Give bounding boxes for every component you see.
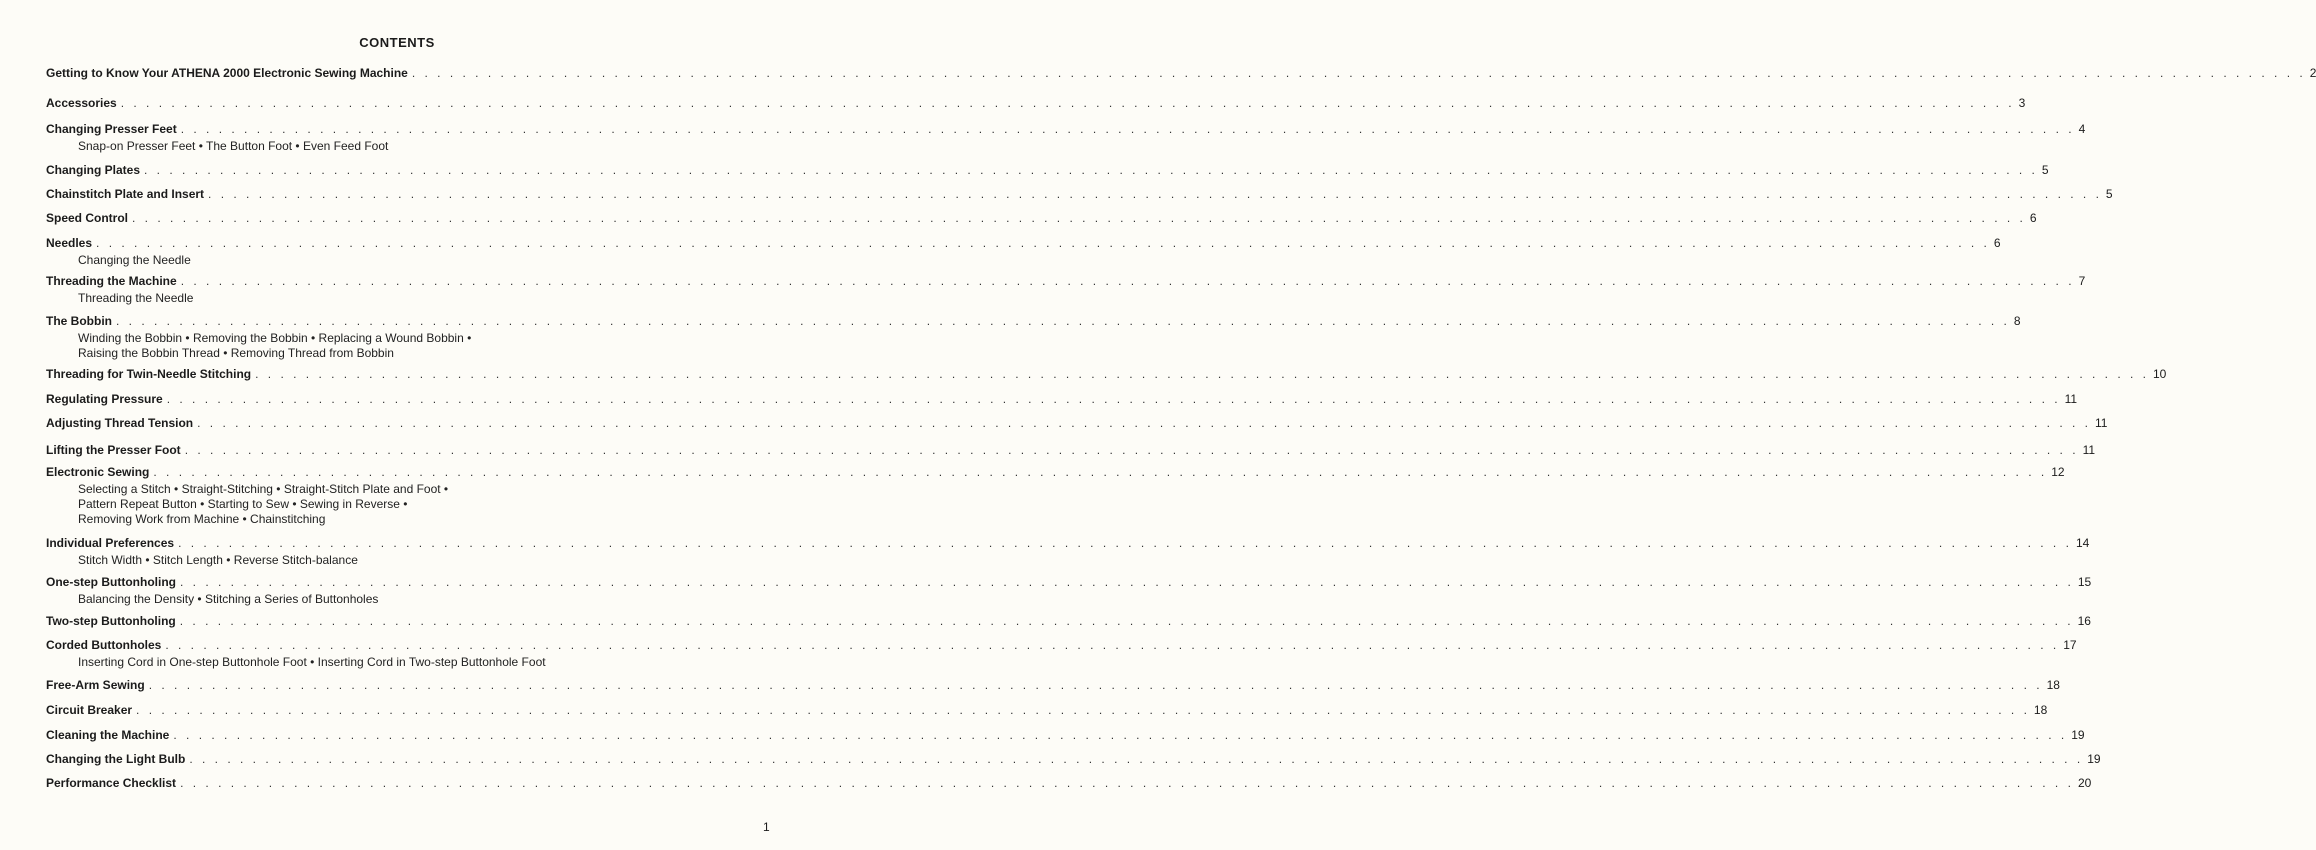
- toc-entry-row: [46, 96, 2026, 113]
- toc-entry-page: 2: [2309, 66, 2316, 80]
- dot-leader: . . . . . . . . . . . . . . . . . . . . . . . . . . . . . . . . . . . . . . . . . . . . . . . . . . . . . . . . . . . . . . . . . . . . . . . . . . . . . . . . . . . . . . . . . . . . . . . . . . . . . . . . . . . . . . . . . . . . . . . . . . . . . . . . . . . . . . . . . . . . . . . . . . . . . .: [132, 211, 2026, 225]
- toc-entry-page: 5: [2041, 163, 2049, 177]
- toc-entry-row: [46, 776, 2092, 793]
- toc-entry-row: [46, 187, 2113, 204]
- toc-entry-page: 18: [2033, 703, 2048, 717]
- toc-subtopics: Raising the Bobbin Thread • Removing Thread from Bobbin: [78, 346, 394, 360]
- page-number: 1: [763, 820, 770, 834]
- toc-entry-page: 16: [2077, 614, 2091, 628]
- toc-subtopics: Selecting a Stitch • Straight-Stitching • Straight-Stitch Plate and Foot •: [78, 482, 449, 496]
- toc-entry: [46, 465, 2065, 527]
- toc-entry-title: Two-step Buttonholing: [46, 614, 176, 628]
- toc-entry: [46, 614, 2091, 631]
- toc-entry-row: [46, 392, 2078, 409]
- toc-entry: [46, 314, 2021, 361]
- toc-entry-title: Regulating Pressure: [46, 392, 163, 406]
- toc-subtopics: Changing the Needle: [78, 253, 191, 267]
- toc-entry-title: Changing Presser Feet: [46, 122, 177, 136]
- toc-entry-page: 10: [2153, 367, 2167, 381]
- dot-leader: . . . . . . . . . . . . . . . . . . . . . . . . . . . . . . . . . . . . . . . . . . . . . . . . . . . . . . . . . . . . . . . . . . . . . . . . . . . . . . . . . . . . . . . . . . . . . . . . . . . . . . . . . . . . . . . . . . . . . . . . . . . . . . . . . . . . . . . . . . . . . . . . . . . . . .: [178, 536, 2072, 550]
- dot-leader: . . . . . . . . . . . . . . . . . . . . . . . . . . . . . . . . . . . . . . . . . . . . . . . . . . . . . . . . . . . . . . . . . . . . . . . . . . . . . . . . . . . . . . . . . . . . . . . . . . . . . . . . . . . . . . . . . . . . . . . . . . . . . . . . . . . . . . . . . . . . . . . . . . . . . .: [180, 274, 2075, 288]
- toc-entry: [46, 443, 2096, 460]
- dot-leader: . . . . . . . . . . . . . . . . . . . . . . . . . . . . . . . . . . . . . . . . . . . . . . . . . . . . . . . . . . . . . . . . . . . . . . . . . . . . . . . . . . . . . . . . . . . . . . . . . . . . . . . . . . . . . . . . . . . . . . . . . . . . . . . . . . . . . . . . . . . . . . . . . . . . . .: [144, 163, 2038, 177]
- toc-entry-row: [46, 536, 2090, 553]
- toc-entry-title: Adjusting Thread Tension: [46, 416, 194, 430]
- toc-entry-row: [46, 728, 2085, 745]
- toc-entry-page: 3: [2018, 96, 2026, 110]
- toc-entry-row: [46, 314, 2021, 331]
- toc-entry-title: Corded Buttonholes: [46, 638, 162, 652]
- dot-leader: . . . . . . . . . . . . . . . . . . . . . . . . . . . . . . . . . . . . . . . . . . . . . . . . . . . . . . . . . . . . . . . . . . . . . . . . . . . . . . . . . . . . . . . . . . . . . . . . . . . . . . . . . . . . . . . . . . . . . . . . . . . . . . . . . . . . . . . . . . . . . . . . . . . . . .: [179, 614, 2074, 628]
- toc-entry-title: Changing the Light Bulb: [46, 752, 186, 766]
- toc-entry-page: 15: [2077, 575, 2092, 589]
- toc-entry-title: Threading the Machine: [46, 274, 177, 288]
- toc-entry-title: Chainstitch Plate and Insert: [46, 187, 205, 201]
- toc-subtopics: Threading the Needle: [78, 291, 194, 305]
- toc-entry-page: 6: [1993, 236, 2001, 250]
- dot-leader: . . . . . . . . . . . . . . . . . . . . . . . . . . . . . . . . . . . . . . . . . . . . . . . . . . . . . . . . . . . . . . . . . . . . . . . . . . . . . . . . . . . . . . . . . . . . . . . . . . . . . . . . . . . . . . . . . . . . . . . . . . . . . . . . . . . . . . . . . . . . . . . . . . . . . .: [180, 122, 2075, 136]
- toc-entry-title: Getting to Know Your ATHENA 2000 Electronic Sewing Machine: [46, 66, 408, 80]
- dot-leader: . . . . . . . . . . . . . . . . . . . . . . . . . . . . . . . . . . . . . . . . . . . . . . . . . . . . . . . . . . . . . . . . . . . . . . . . . . . . . . . . . . . . . . . . . . . . . . . . . . . . . . . . . . . . . . . . . . . . . . . . . . . . . . . . . . . . . . . . . . . . . . . . . . . . . .: [116, 314, 2010, 328]
- toc-entry: [46, 392, 2078, 409]
- toc-entry: [46, 96, 2026, 113]
- toc-entry: [46, 66, 2316, 83]
- toc-entry-page: 20: [2077, 776, 2092, 790]
- toc-entry-row: [46, 163, 2049, 180]
- toc-subtopics: Snap-on Presser Feet • The Button Foot • Even Feed Foot: [78, 139, 389, 153]
- page-title: CONTENTS: [359, 35, 435, 50]
- toc-entry-row: [46, 678, 2060, 695]
- toc-entry-row: [46, 416, 2108, 433]
- dot-leader: . . . . . . . . . . . . . . . . . . . . . . . . . . . . . . . . . . . . . . . . . . . . . . . . . . . . . . . . . . . . . . . . . . . . . . . . . . . . . . . . . . . . . . . . . . . . . . . . . . . . . . . . . . . . . . . . . . . . . . . . . . . . . . . . . . . . . . . . . . . . . . . . . . . . . .: [96, 236, 1990, 250]
- toc-entry-title: The Bobbin: [46, 314, 112, 328]
- toc-entry-title: Free-Arm Sewing: [46, 678, 145, 692]
- toc-entry-page: 19: [2087, 752, 2101, 766]
- toc-entry-title: Needles: [46, 236, 93, 250]
- dot-leader: . . . . . . . . . . . . . . . . . . . . . . . . . . . . . . . . . . . . . . . . . . . . . . . . . . . . . . . . . . . . . . . . . . . . . . . . . . . . . . . . . . . . . . . . . . . . . . . . . . . . . . . . . . . . . . . . . . . . . . . . . . . . . . . . . . . . . . . . . . . . . . . . . . . . . .: [148, 678, 2043, 692]
- toc-entry-row: [46, 367, 2167, 384]
- dot-leader: . . . . . . . . . . . . . . . . . . . . . . . . . . . . . . . . . . . . . . . . . . . . . . . . . . . . . . . . . . . . . . . . . . . . . . . . . . . . . . . . . . . . . . . . . . . . . . . . . . . . . . . . . . . . . . . . . . . . . . . . . . . . . . . . . . . . . . . . . . . . . . . . . . . . . .: [153, 465, 2048, 479]
- dot-leader: . . . . . . . . . . . . . . . . . . . . . . . . . . . . . . . . . . . . . . . . . . . . . . . . . . . . . . . . . . . . . . . . . . . . . . . . . . . . . . . . . . . . . . . . . . . . . . . . . . . . . . . . . . . . . . . . . . . . . . . . . . . . . . . . . . . . . . . . . . . . . . . . . . . . . .: [165, 638, 2060, 652]
- toc-entry-page: 8: [2013, 314, 2021, 328]
- toc-subtopics: Balancing the Density • Stitching a Series of Buttonholes: [78, 592, 379, 606]
- dot-leader: . . . . . . . . . . . . . . . . . . . . . . . . . . . . . . . . . . . . . . . . . . . . . . . . . . . . . . . . . . . . . . . . . . . . . . . . . . . . . . . . . . . . . . . . . . . . . . . . . . . . . . . . . . . . . . . . . . . . . . . . . . . . . . . . . . . . . . . . . . . . . . . . . . . . . .: [197, 416, 2091, 430]
- toc-entry: [46, 776, 2092, 793]
- toc-entry-page: 11: [2095, 416, 2108, 430]
- toc-entry: [46, 728, 2085, 745]
- toc-entry-title: Performance Checklist: [46, 776, 177, 790]
- toc-entry-title: Changing Plates: [46, 163, 141, 177]
- toc-subtopics: Pattern Repeat Button • Starting to Sew • Sewing in Reverse •: [78, 497, 408, 511]
- toc-entry-row: [46, 575, 2092, 592]
- toc-entry-page: 4: [2078, 122, 2086, 136]
- toc-entry-page: 6: [2029, 211, 2037, 225]
- toc-entry: [46, 678, 2060, 695]
- dot-leader: . . . . . . . . . . . . . . . . . . . . . . . . . . . . . . . . . . . . . . . . . . . . . . . . . . . . . . . . . . . . . . . . . . . . . . . . . . . . . . . . . . . . . . . . . . . . . . . . . . . . . . . . . . . . . . . . . . . . . . . . . . . . . . . . . . . . . . . . . . . . . . . . . . . . . .: [136, 703, 2030, 717]
- toc-entry-page: 11: [2082, 443, 2096, 457]
- dot-leader: . . . . . . . . . . . . . . . . . . . . . . . . . . . . . . . . . . . . . . . . . . . . . . . . . . . . . . . . . . . . . . . . . . . . . . . . . . . . . . . . . . . . . . . . . . . . . . . . . . . . . . . . . . . . . . . . . . . . . . . . . . . . . . . . . . . . . . . . . . . . . . . . . . . . . .: [180, 776, 2074, 790]
- toc-subtopics: Stitch Width • Stitch Length • Reverse Stitch-balance: [78, 553, 358, 567]
- toc-entry-row: [46, 236, 2001, 253]
- toc-entry-title: Accessories: [46, 96, 117, 110]
- toc-subtopics: Inserting Cord in One-step Buttonhole Foot • Inserting Cord in Two-step Buttonhole Foot: [78, 655, 546, 669]
- toc-entry-row: [46, 465, 2065, 482]
- toc-entry: [46, 274, 2086, 306]
- toc-entry-row: [46, 274, 2086, 291]
- toc-entry-title: Circuit Breaker: [46, 703, 133, 717]
- toc-entry: [46, 638, 2077, 670]
- toc-entry-title: Individual Preferences: [46, 536, 175, 550]
- toc-entry-row: [46, 443, 2096, 460]
- toc-subtopics: Removing Work from Machine • Chainstitching: [78, 512, 326, 526]
- toc-entry-page: 7: [2078, 274, 2086, 288]
- toc-entry-page: 19: [2071, 728, 2085, 742]
- toc-entry: [46, 416, 2108, 433]
- dot-leader: . . . . . . . . . . . . . . . . . . . . . . . . . . . . . . . . . . . . . . . . . . . . . . . . . . . . . . . . . . . . . . . . . . . . . . . . . . . . . . . . . . . . . . . . . . . . . . . . . . . . . . . . . . . . . . . . . . . . . . . . . . . . . . . . . . . . . . . . . . . . . . . . . . . . . .: [411, 66, 2306, 80]
- dot-leader: . . . . . . . . . . . . . . . . . . . . . . . . . . . . . . . . . . . . . . . . . . . . . . . . . . . . . . . . . . . . . . . . . . . . . . . . . . . . . . . . . . . . . . . . . . . . . . . . . . . . . . . . . . . . . . . . . . . . . . . . . . . . . . . . . . . . . . . . . . . . . . . . . . . . . .: [208, 187, 2102, 201]
- toc-entry-row: [46, 752, 2101, 769]
- toc-entry: [46, 536, 2090, 568]
- toc-entry-page: 12: [2051, 465, 2065, 479]
- toc-entry-row: [46, 211, 2037, 228]
- toc-entry-title: One-step Buttonholing: [46, 575, 176, 589]
- toc-entry-row: [46, 66, 2316, 83]
- toc-entry-page: 11: [2064, 392, 2078, 406]
- toc-entry-page: 5: [2105, 187, 2113, 201]
- dot-leader: . . . . . . . . . . . . . . . . . . . . . . . . . . . . . . . . . . . . . . . . . . . . . . . . . . . . . . . . . . . . . . . . . . . . . . . . . . . . . . . . . . . . . . . . . . . . . . . . . . . . . . . . . . . . . . . . . . . . . . . . . . . . . . . . . . . . . . . . . . . . . . . . . . . . . .: [166, 392, 2061, 406]
- toc-entry: [46, 752, 2101, 769]
- dot-leader: . . . . . . . . . . . . . . . . . . . . . . . . . . . . . . . . . . . . . . . . . . . . . . . . . . . . . . . . . . . . . . . . . . . . . . . . . . . . . . . . . . . . . . . . . . . . . . . . . . . . . . . . . . . . . . . . . . . . . . . . . . . . . . . . . . . . . . . . . . . . . . . . . . . . . .: [120, 96, 2015, 110]
- toc-entry-row: [46, 638, 2077, 655]
- toc-entry-title: Speed Control: [46, 211, 129, 225]
- toc-entry: [46, 187, 2113, 204]
- toc-entry-title: Threading for Twin-Needle Stitching: [46, 367, 252, 381]
- toc-subtopics: Winding the Bobbin • Removing the Bobbin • Replacing a Wound Bobbin •: [78, 331, 472, 345]
- toc-entry: [46, 703, 2048, 720]
- toc-entry: [46, 122, 2086, 154]
- toc-entry-page: 17: [2063, 638, 2077, 652]
- toc-entry-title: Lifting the Presser Foot: [46, 443, 181, 457]
- toc-entry-row: [46, 122, 2086, 139]
- toc-entry: [46, 211, 2037, 228]
- dot-leader: . . . . . . . . . . . . . . . . . . . . . . . . . . . . . . . . . . . . . . . . . . . . . . . . . . . . . . . . . . . . . . . . . . . . . . . . . . . . . . . . . . . . . . . . . . . . . . . . . . . . . . . . . . . . . . . . . . . . . . . . . . . . . . . . . . . . . . . . . . . . . . . . . . . . . .: [173, 728, 2068, 742]
- toc-entry: [46, 236, 2001, 268]
- dot-leader: . . . . . . . . . . . . . . . . . . . . . . . . . . . . . . . . . . . . . . . . . . . . . . . . . . . . . . . . . . . . . . . . . . . . . . . . . . . . . . . . . . . . . . . . . . . . . . . . . . . . . . . . . . . . . . . . . . . . . . . . . . . . . . . . . . . . . . . . . . . . . . . . . . . . . .: [179, 575, 2074, 589]
- toc-entry: [46, 163, 2049, 180]
- toc-entry-row: [46, 703, 2048, 720]
- toc-entry-title: Electronic Sewing: [46, 465, 150, 479]
- toc-entry-title: Cleaning the Machine: [46, 728, 170, 742]
- toc-entry-page: 14: [2075, 536, 2090, 550]
- toc-entry: [46, 575, 2092, 607]
- dot-leader: . . . . . . . . . . . . . . . . . . . . . . . . . . . . . . . . . . . . . . . . . . . . . . . . . . . . . . . . . . . . . . . . . . . . . . . . . . . . . . . . . . . . . . . . . . . . . . . . . . . . . . . . . . . . . . . . . . . . . . . . . . . . . . . . . . . . . . . . . . . . . . . . . . . . . .: [184, 443, 2079, 457]
- toc-entry-row: [46, 614, 2091, 631]
- dot-leader: . . . . . . . . . . . . . . . . . . . . . . . . . . . . . . . . . . . . . . . . . . . . . . . . . . . . . . . . . . . . . . . . . . . . . . . . . . . . . . . . . . . . . . . . . . . . . . . . . . . . . . . . . . . . . . . . . . . . . . . . . . . . . . . . . . . . . . . . . . . . . . . . . . . . . .: [189, 752, 2084, 766]
- dot-leader: . . . . . . . . . . . . . . . . . . . . . . . . . . . . . . . . . . . . . . . . . . . . . . . . . . . . . . . . . . . . . . . . . . . . . . . . . . . . . . . . . . . . . . . . . . . . . . . . . . . . . . . . . . . . . . . . . . . . . . . . . . . . . . . . . . . . . . . . . . . . . . . . . . . . . .: [255, 367, 2149, 381]
- toc-entry-page: 18: [2046, 678, 2060, 692]
- toc-entry: [46, 367, 2167, 384]
